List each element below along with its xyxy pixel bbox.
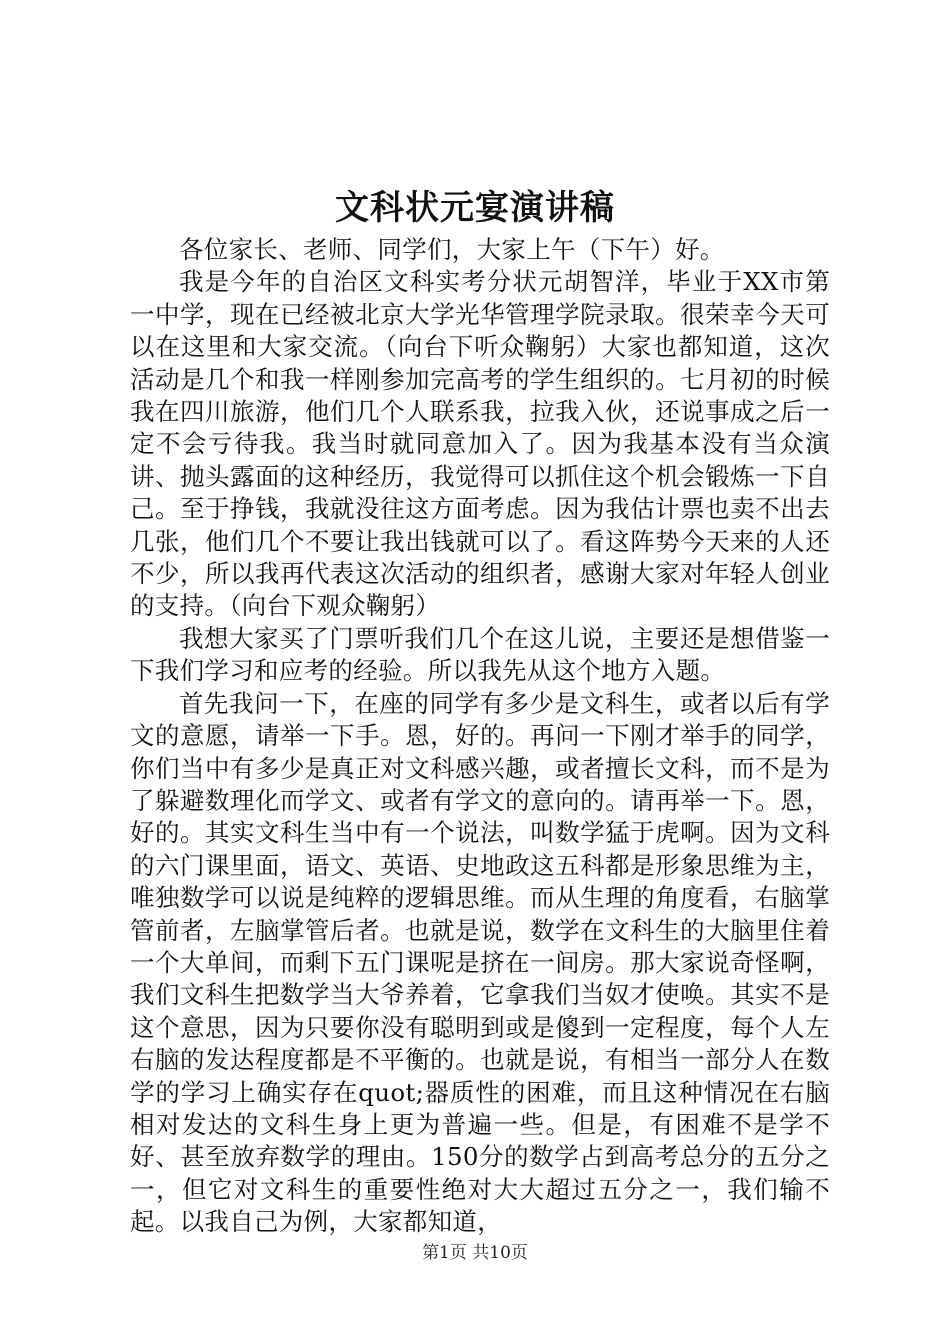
paragraph-greeting: 各位家长、老师、同学们，大家上午（下午）好。 xyxy=(179,235,725,264)
paragraph-topic: 我想大家买了门票听我们几个在这儿说，主要还是想借鉴一下我们学习和应考的经验。所以我先从这个地方入题。 xyxy=(130,623,830,686)
document-title: 文科状元宴演讲稿 xyxy=(335,188,615,228)
page-number-footer: 第1页 共10页 xyxy=(422,1243,528,1263)
document-body xyxy=(130,234,830,1239)
paragraph-introduction: 我是今年的自治区文科实考分状元胡智洋，毕业于XX市第一中学，现在已经被北京大学光华管理学院录取。很荣幸今天可以在这里和大家交流。（向台下听众鞠躬）大家也都知道，这次活动是几个和我一样刚参加完高考的学生组织的。七月初的时候我在四川旅游，他们几个人联系我，拉我入伙，还说事成之后一定不会亏待我。我当时就同意加入了。因为我基本没有当众演讲、抛头露面的这种经历，我觉得可以抓住这个机会锻炼一下自己。至于挣钱，我就没往这方面考虑。因为我估计票也卖不出去几张，他们几个不要让我出钱就可以了。看这阵势今天来的人还不少，所以我再代表这次活动的组织者，感谢大家对年轻人创业的支持。（向台下观众鞠躬） xyxy=(130,267,830,621)
paragraph-math-discussion: 首先我问一下，在座的同学有多少是文科生，或者以后有学文的意愿，请举一下手。恩，好的。再问一下刚才举手的同学，你们当中有多少是真正对文科感兴趣，或者擅长文科，而不是为了躲避数理化而学文、或者有学文的意向的。请再举一下。恩，好的。其实文科生当中有一个说法，叫数学猛于虎啊。因为文科的六门课里面，语文、英语、史地政这五科都是形象思维为主，唯独数学可以说是纯粹的逻辑思维。而从生理的角度看，右脑掌管前者，左脑掌管后者。也就是说，数学在文科生的大脑里住着一个大单间，而剩下五门课呢是挤在一间房。那大家说奇怪啊，我们文科生把数学当大爷养着，它拿我们当奴才使唤。其实不是这个意思，因为只要你没有聪明到或是傻到一定程度，每个人左右脑的发达程度都是不平衡的。也就是说，有相当一部分人在数学的学习上确实存在quot;器质性的困难，而且这种情况在右脑相对发达的文科生身上更为普遍一些。但是，有困难不是学不好、甚至放弃数学的理由。150分的数学占到高考总分的五分之一，但它对文科生的重要性绝对大大超过五分之一，我们输不起。以我自己为例，大家都知道， xyxy=(130,688,830,1237)
